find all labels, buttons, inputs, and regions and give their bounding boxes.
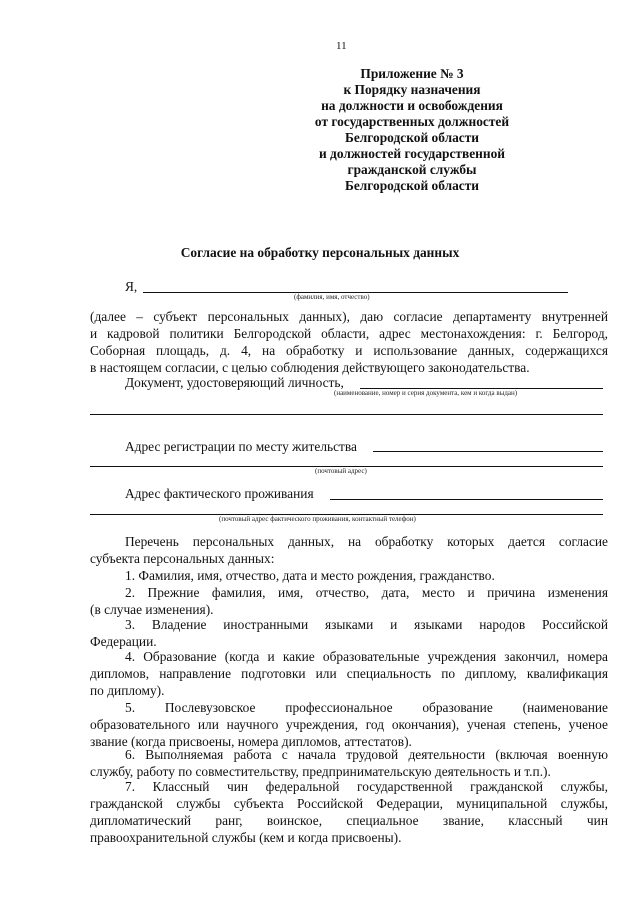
actual-address-caption: (почтовый адрес фактического проживания, контактный телефон) xyxy=(219,515,416,523)
document-caption: (наименование, номер и серия документа, кем и когда выдан) xyxy=(334,389,518,397)
appendix-line: Белгородской области xyxy=(344,130,480,145)
ya-label: Я, xyxy=(125,279,138,294)
list-item-line: 7. Классный чин федеральной государственной гражданской службы, xyxy=(125,779,608,794)
appendix-line: от государственных должностей xyxy=(314,114,510,129)
list-item-line: (в случае изменения). xyxy=(90,602,214,617)
list-item-line: 2. Прежние фамилия, имя, отчество, дата, место и причина изменения xyxy=(125,585,608,600)
document-label: Документ, удостоверяющий личность, xyxy=(125,375,344,390)
list-item-line: 6. Выполняемая работа с начала трудовой деятельности (включая военную xyxy=(125,747,608,762)
name-caption: (фамилия, имя, отчество) xyxy=(294,293,370,301)
appendix-line: к Порядку назначения xyxy=(343,82,481,97)
registration-caption: (почтовый адрес) xyxy=(315,467,367,475)
actual-address-line[interactable] xyxy=(330,499,603,500)
list-item-line: звание (когда присвоены, номера дипломов, аттестатов). xyxy=(90,734,412,749)
appendix-line: на должности и освобождения xyxy=(321,98,503,113)
list-item-line: 5. Послевузовское профессиональное образование (наименование xyxy=(125,700,608,715)
list-item-line: дипломов, направление подготовки или специальность по диплому, квалификация xyxy=(90,666,608,681)
list-item-line: 3. Владение иностранными языками и языками народов Российской xyxy=(125,617,608,632)
document-field-line-2[interactable] xyxy=(90,414,603,415)
list-item xyxy=(90,567,608,584)
list-intro-line: субъекта персональных данных: xyxy=(90,551,275,566)
list-item xyxy=(90,584,608,618)
list-item-line: образовательного или научного учреждения, год окончания), ученая степень, ученое xyxy=(90,717,608,732)
list-item-line: дипломатический ранг, воинское, специальное звание, классный чин xyxy=(90,813,608,828)
list-item-line: гражданской службы субъекта Российской Федерации, муниципальной службы, xyxy=(90,796,608,811)
document-title: Согласие на обработку персональных данных xyxy=(180,245,460,260)
appendix-header xyxy=(272,66,552,194)
list-item-line: по диплому). xyxy=(90,683,165,698)
consent-line: и кадровой политики Белгородской области, адрес местонахождения: г. Белгород, xyxy=(90,326,608,341)
registration-address-label: Адрес регистрации по месту жительства xyxy=(125,439,357,454)
list-item xyxy=(90,778,608,846)
list-item xyxy=(90,699,608,750)
consent-paragraph xyxy=(90,308,608,376)
list-item-line: службу, работу по совместительству, предпринимательскую деятельность и т.п.). xyxy=(90,764,551,779)
appendix-line: Приложение № 3 xyxy=(360,66,464,81)
list-item xyxy=(90,746,608,780)
list-item xyxy=(90,648,608,699)
consent-line: Соборная площадь, д. 4, на обработку и использование данных, содержащихся xyxy=(90,343,608,358)
list-item-line: 4. Образование (когда и какие образовательные учреждения закончил, номера xyxy=(125,649,608,664)
list-item-line: правоохранительной службы (кем и когда присвоены). xyxy=(90,830,402,845)
appendix-line: гражданской службы xyxy=(347,162,477,177)
appendix-line: Белгородской области xyxy=(344,178,480,193)
registration-address-line[interactable] xyxy=(373,451,603,452)
list-item-line: 1. Фамилия, имя, отчество, дата и место рождения, гражданство. xyxy=(125,568,495,583)
actual-address-label: Адрес фактического проживания xyxy=(125,486,314,501)
consent-line: (далее – субъект персональных данных), даю согласие департаменту внутренней xyxy=(90,309,608,324)
list-intro xyxy=(90,533,608,567)
list-item xyxy=(90,616,608,650)
list-item-line: Федерации. xyxy=(90,634,157,649)
list-intro-line: Перечень персональных данных, на обработку которых дается согласие xyxy=(125,534,608,549)
consent-line: в настоящем согласии, с целью соблюдения действующего законодательства. xyxy=(90,360,530,375)
appendix-line: и должностей государственной xyxy=(318,146,506,161)
page-number: 11 xyxy=(336,40,347,52)
